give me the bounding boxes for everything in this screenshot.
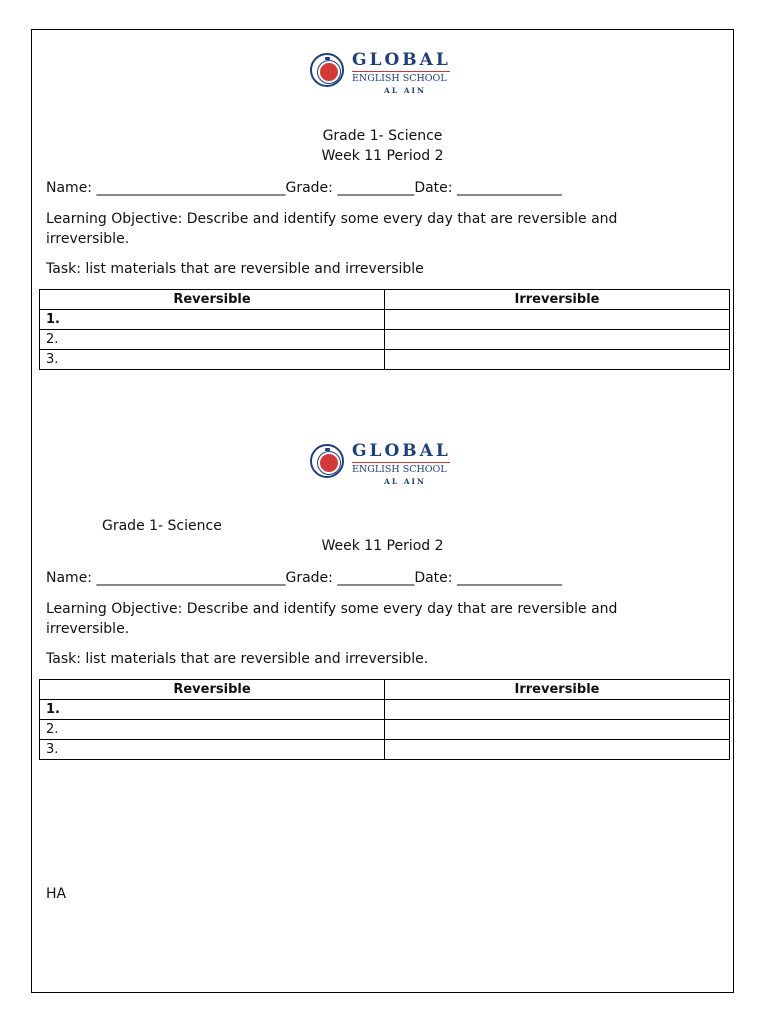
logo-name-line2: ENGLISH SCHOOL <box>352 73 447 84</box>
table-cell-reversible[interactable]: 2. <box>40 720 385 740</box>
table-header-row <box>40 290 730 310</box>
table-cell-reversible[interactable]: 3. <box>40 350 385 370</box>
footer-note: HA <box>46 886 67 902</box>
worksheet-week: Week 11 Period 2 <box>321 538 444 554</box>
table-cell-reversible[interactable]: 1. <box>40 700 385 720</box>
school-seal-icon <box>310 53 344 87</box>
worksheet-week: Week 11 Period 2 <box>321 148 444 164</box>
table-row <box>40 310 730 330</box>
school-seal-icon <box>310 444 344 478</box>
table-cell-reversible[interactable]: 1. <box>40 310 385 330</box>
table-row <box>40 350 730 370</box>
header-irreversible: Irreversible <box>385 680 730 700</box>
table-cell-reversible[interactable]: 2. <box>40 330 385 350</box>
name-grade-date-line: Name: ___________________________Grade: ___________Date: _______________ <box>46 570 562 586</box>
task-text: Task: list materials that are reversible and irreversible. <box>46 651 429 667</box>
table-header-row <box>40 680 730 700</box>
name-grade-date-line: Name: ___________________________Grade: ___________Date: _______________ <box>46 180 562 196</box>
logo-divider <box>352 462 450 463</box>
task-text: Task: list materials that are reversible and irreversible <box>46 261 424 277</box>
worksheet-page <box>31 29 734 993</box>
learning-objective: Learning Objective: Describe and identify some every day that are reversible and irreversible. <box>46 601 618 637</box>
table-cell-reversible[interactable]: 3. <box>40 740 385 760</box>
header-irreversible: Irreversible <box>385 290 730 310</box>
school-logo <box>310 441 460 491</box>
logo-name-line2: ENGLISH SCHOOL <box>352 464 447 475</box>
materials-table <box>39 679 730 760</box>
school-logo <box>310 50 460 100</box>
header-reversible: Reversible <box>40 680 385 700</box>
header-reversible: Reversible <box>40 290 385 310</box>
table-row <box>40 740 730 760</box>
table-row <box>40 330 730 350</box>
table-cell-irreversible[interactable] <box>385 350 730 370</box>
learning-objective: Learning Objective: Describe and identify some every day that are reversible and irreversible. <box>46 211 618 247</box>
logo-name-line3: AL AIN <box>384 477 426 486</box>
table-cell-irreversible[interactable] <box>385 740 730 760</box>
materials-table <box>39 289 730 370</box>
table-cell-irreversible[interactable] <box>385 310 730 330</box>
table-row <box>40 700 730 720</box>
worksheet-title: Grade 1- Science <box>102 518 222 534</box>
table-cell-irreversible[interactable] <box>385 700 730 720</box>
table-cell-irreversible[interactable] <box>385 330 730 350</box>
logo-name-line3: AL AIN <box>384 86 426 95</box>
logo-name-line1: GLOBAL <box>352 441 451 461</box>
logo-divider <box>352 71 450 72</box>
worksheet-title: Grade 1- Science <box>322 128 443 144</box>
table-row <box>40 720 730 740</box>
logo-name-line1: GLOBAL <box>352 50 451 70</box>
table-cell-irreversible[interactable] <box>385 720 730 740</box>
